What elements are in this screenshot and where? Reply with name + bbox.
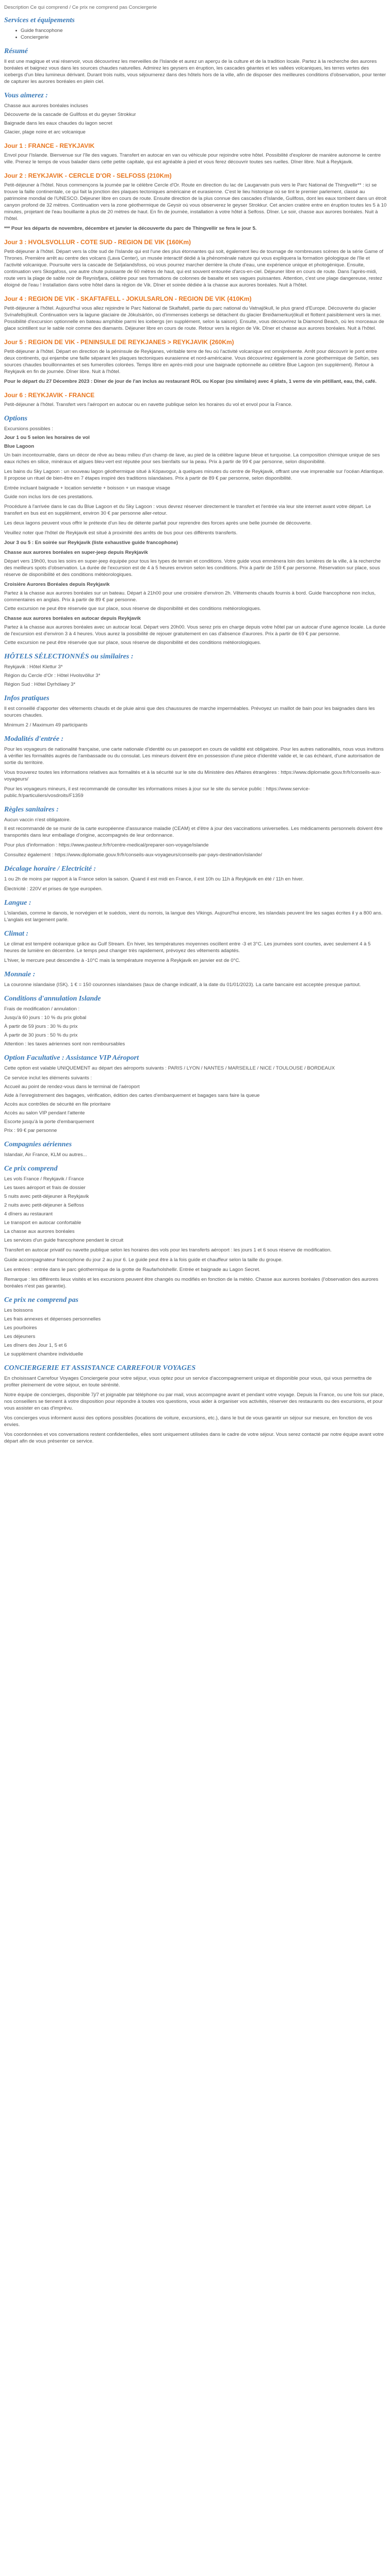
options-text: Les bains du Sky Lagoon : un nouveau lagon géothermique situé à Kópavogur, à quelques minutes du centre de Reykjavik, offrant une vue imprenable sur l'océan Atlantique. Il propose un rituel de bien-être en 7 étapes inspiré des traditions islandaises. Prix à partir de 89 € par personne, selon disponibilité. — [4, 469, 384, 481]
services-list — [4, 27, 387, 41]
options-subtitle: Chasse aux aurores boréales en autocar depuis Reykjavik — [4, 616, 141, 621]
timezone-text: Électricité : 220V et prises de type européen. — [4, 886, 103, 892]
includes-heading: Ce prix comprend — [4, 1165, 58, 1173]
concierge-text: En choisissant Carrefour Voyages Conciergerie pour votre séjour, vous optez pour un service d'accompagnement unique et disponible pour vous, qui vous permettra de profiter pleinement de votre séjour, en toute sérénité. — [4, 1376, 372, 1388]
highlights-heading: Vous aimerez : — [4, 92, 48, 99]
airlines-text: Islandair, Air France, KLM ou autres... — [4, 1152, 87, 1158]
day-6-text: Petit-déjeuner à l'hôtel. Transfert vers l'aéroport en autocar ou en navette publique selon les horaires du vol et envol pour la France. — [4, 402, 292, 408]
day-4-text: Petit-déjeuner à l'hôtel. Aujourd'hui vous allez rejoindre le Parc National de Skaftafell, partie du parc national du Vatnajökull, le plus grand d'Europe. Découverte du glacier Svínafellsjökull. Continuation vers la lagune glaciaire de Jökulsárlón, où d'immenses icebergs se détachent du glacier Breiðamerkurjökull et flottent paisiblement vers la mer. Possibilité d'excursion optionnelle en bateau amphibie parmi les icebergs (en supplément, selon la saison). Ensuite, vous découvrirez la Diamond Beach, où les morceaux de glace scintillent sur le sable noir comme des diamants. Déjeuner libre en cours de route. Retour vers la région de Vik. Dîner et chasse aux aurores boréales. Nuit à l'hôtel. — [4, 306, 384, 331]
options-text: Cette excursion ne peut être réservée que sur place, sous réserve de disponibilité et des conditions météorologiques. — [4, 606, 262, 612]
hotel-item: Reykjavik : Hôtel Klettur 3* — [4, 664, 63, 670]
cancellation-item: Frais de modification / annulation : — [4, 1006, 80, 1012]
includes-item: Le transport en autocar confortable — [4, 1220, 82, 1226]
options-subtitle: Jour 3 ou 5 : En soirée sur Reykjavik (liste exhaustive guide francophone) — [4, 540, 178, 546]
includes-item: Les vols France / Reykjavik / France — [4, 1176, 84, 1182]
infos-text: Il est conseillé d'apporter des vêtements chauds et de pluie ainsi que des chaussures de marche imperméables. Prévoyez un maillot de bain pour les baignades dans les sources chaudes. — [4, 706, 375, 718]
breadcrumb-links[interactable]: Description Ce qui comprend / Ce prix ne comprend pas Conciergerie — [4, 5, 157, 10]
highlight-item: Baignade dans les eaux chaudes du lagon secret — [4, 121, 112, 126]
options-intro: Excursions possibles : — [4, 426, 53, 432]
includes-text: Les entrées : entrée dans le parc géothermique de la grotte de Raufarholshellir. Entrée et baignade au Lagon Secret. — [4, 1267, 260, 1273]
options-item: Jour 1 ou 5 selon les horaires de vol — [4, 435, 90, 440]
cancellation-heading: Conditions d'annulation Islande — [4, 995, 101, 1003]
day-5-note: Pour le départ du 27 Décembre 2023 : Dîner de jour de l'an inclus au restaurant ROL ou Kopar (ou similaire) avec 4 plats, 1 verre de vin pétillant, eau, thé, café. — [4, 379, 377, 384]
concierge-heading: CONCIERGERIE ET ASSISTANCE CARREFOUR VOYAGES — [4, 1364, 196, 1372]
options-text: Cette excursion ne peut être réservée que sur place, sous réserve de disponibilité et des conditions météorologiques. — [4, 640, 262, 646]
health-text: Consultez également : https://www.diplomatie.gouv.fr/fr/conseils-aux-voyageurs/conseils-par-pays-destination/islande/ — [4, 852, 263, 858]
options-text: Un bain incontournable, dans un décor de rêve au beau milieu d'un champ de lave, au pied de la célèbre lagune bleue et turquoise. La composition chimique unique de ses eaux riches en silice, minéraux et algues bleu-vert est réputée pour ses bienfaits sur la peau. Prix à partir de 99 € par personne, selon disponibilité. — [4, 452, 380, 465]
excludes-item: Les boissons — [4, 1308, 33, 1313]
day-6-title: Jour 6 : REYKJAVIK - FRANCE — [4, 392, 95, 399]
health-heading: Règles sanitaires : — [4, 806, 59, 814]
day-1-text: Envol pour l'Islande. Bienvenue sur l'île des vagues. Transfert en autocar en van ou véhicule pour rejoindre votre hôtel. Possibilité d'explorer de manière autonome le centre ville. Prenez le temps de vous balader dans cette petite capitale, qui est agréable à pied et vous ferez découvrir toutes ses ruelles. Dîner libre. Nuit à Reykjavik. — [4, 152, 381, 165]
options-text: Entrée incluant baignade + location serviette + boisson + un masque visage — [4, 485, 170, 491]
excludes-item: Les déjeuners — [4, 1334, 36, 1340]
entry-text: Vous trouverez toutes les informations relatives aux formalités et à la sécurité sur le site du Ministère des Affaires étrangères : https://www.diplomatie.gouv.fr/fr/conseils-aux-voyageurs/ — [4, 770, 381, 782]
climate-text: Le climat est tempéré océanique grâce au Gulf Stream. En hiver, les températures moyennes oscillent entre -3 et 3°C. Les journées sont courtes, avec seulement 4 à 5 heures de lumière en décembre. Le temps peut changer très rapidement, prévoyez des vêtements adaptés. — [4, 941, 371, 954]
infos-text: Minimum 2 / Maximum 49 participants — [4, 722, 88, 728]
day-5-text: Petit-déjeuner à l'hôtel. Départ en direction de la péninsule de Reykjanes, véritable terre de feu où l'activité volcanique est omniprésente. Arrêt pour découvrir le pont entre deux continents, qui enjambe une faille séparant les plaques tectoniques eurasienne et nord-américaine. Vous découvrirez également la zone géothermique de Seltún, ses sources chaudes bouillonnantes et ses fumerolles colorées. Temps libre en après-midi pour une baignade optionnelle au célèbre Blue Lagoon (en supplément). Retour à Reykjavik en fin de journée. Dîner libre. Nuit à l'hôtel. — [4, 349, 379, 375]
options-text: Veuillez noter que l'hôtel de Reykjavik est situé à proximité des arrêts de bus pour ces différents transferts. — [4, 530, 238, 536]
options-item: Blue Lagoon — [4, 444, 35, 449]
vip-item: Aide à l'enregistrement des bagages, vérification, édition des cartes d'embarquement et bagages sans faire la queue — [4, 1093, 260, 1098]
entry-text: Pour les voyageurs de nationalité française, une carte nationale d'identité ou un passeport en cours de validité est obligatoire. Pour les autres nationalités, nous vous invitons à vérifier les formalités auprès de l'ambassade ou du consulat. Les mineurs doivent être en possession d'une pièce d'identité valide et, le cas échéant, d'une autorisation de sortie du territoire. — [4, 747, 384, 766]
includes-text: Guide accompagnateur francophone du jour 2 au jour 6. Le guide peut être à la fois guide et chauffeur selon la taille du groupe. — [4, 1257, 283, 1263]
day-4-title: Jour 4 : REGION DE VIK - SKAFTAFELL - JOKULSARLON - REGION DE VIK (410Km) — [4, 295, 252, 302]
vip-text: Cette option est valable UNIQUEMENT au départ des aéroports suivants : PARIS / LYON / NANTES / MARSEILLE / NICE / TOULOUSE / BORDEAUX — [4, 1065, 335, 1071]
vip-item: Accès au salon VIP pendant l'attente — [4, 1110, 85, 1116]
excludes-heading: Ce prix ne comprend pas — [4, 1296, 78, 1304]
list-item: Guide francophone — [15, 27, 387, 34]
options-subtitle: Chasse aux aurores boréales en super-jeep depuis Reykjavik — [4, 550, 148, 555]
currency-text: La couronne islandaise (ISK). 1 € = 150 couronnes islandaises (taux de change indicatif, à la date du 01/01/2023). La carte bancaire est acceptée presque partout. — [4, 982, 361, 988]
infos-heading: Infos pratiques — [4, 694, 50, 702]
services-heading: Services et équipements — [4, 16, 75, 24]
includes-item: Les taxes aéroport et frais de dossier — [4, 1185, 86, 1191]
timezone-heading: Décalage horaire / Electricité : — [4, 865, 96, 873]
vip-price: Prix : 99 € par personne — [4, 1128, 57, 1133]
health-text: Il est recommandé de se munir de la carte européenne d'assurance maladie (CEAM) et d'être à jour des vaccinations universelles. Les médicaments personnels doivent être transportés dans leur emballage d'origine, accompagnés de leur ordonnance. — [4, 826, 383, 838]
includes-text: Remarque : les différents lieux visités et les excursions peuvent être changés ou modifiés en fonction de la météo. Chasse aux aurores boréales (l'observation des aurores boréales n'est pas garantie). — [4, 1277, 379, 1289]
vip-item: Accès aux contrôles de sécurité en file prioritaire — [4, 1101, 111, 1107]
resume-text: Il est une magique et vrai réservoir, vous découvrirez les merveilles de l'Islande et aurez un aperçu de la culture et de la tradition locale. Partez à la recherche des aurores boréales et baignez vous dans les sources chaudes naturelles. Admirez les geysers en éruption, les cascades géantes et les vallées volcaniques, les terres vertes des icebergs d'un bleu lumineux dérivant. Durant trois nuits, vous séjournerez dans des hôtels hors de la ville, afin de disposer des meilleures conditions d'observation, pour tenter de capturer les aurores boréales en plein ciel. — [4, 59, 386, 84]
vip-item: Escorte jusqu'à la porte d'embarquement — [4, 1119, 94, 1125]
vip-intro: Ce service inclut les éléments suivants : — [4, 1075, 92, 1081]
vip-heading: Option Facultative : Assistance VIP Aéroport — [4, 1054, 139, 1062]
hotels-heading: HÔTELS SÉLECTIONNÉS ou similaires : — [4, 653, 134, 660]
includes-item: La chasse aux aurores boréales — [4, 1229, 75, 1234]
options-subtitle: Croisière Aurores Boréales depuis Reykjavik — [4, 582, 110, 587]
options-heading: Options — [4, 415, 28, 422]
day-2-note: *** Pour les départs de novembre, décembre et janvier la découverte du parc de Thingvellir se fera le jour 5. — [4, 226, 257, 231]
options-text: Partez à la chasse aux aurores boréales avec un autocar local. Départ vers 20h00. Vous serez pris en charge depuis votre hôtel par un autocar d'une agence locale. La durée de l'excursion est d'environ 3 à 4 heures. Vous aurez la possibilité de rejouer gratuitement en cas d'absence d'aurores. Prix à partir de 69 € par personne. — [4, 624, 386, 637]
options-text: Départ vers 19h00, tous les soirs en super-jeep équipée pour tous les types de terrain et conditions. Votre guide vous emmènera loin des lumières de la ville, à la recherche des meilleurs spots d'observation. La durée de l'excursion est de 4 à 5 heures environ selon les conditions. Prix à partir de 159 € par personne. Réservation sur place, sous réserve de disponibilité et des conditions météorologiques. — [4, 558, 381, 578]
includes-item: 5 nuits avec petit-déjeuner à Reykjavik — [4, 1194, 89, 1199]
day-1-title: Jour 1 : FRANCE - REYKJAVIK — [4, 142, 95, 149]
vip-item: Accueil au point de rendez-vous dans le terminal de l'aéroport — [4, 1084, 140, 1090]
hotel-item: Région du Cercle d'Or : Hôtel Hvolsvöllur 3* — [4, 673, 101, 679]
timezone-text: 1 ou 2h de moins par rapport à la France selon la saison. Quand il est midi en France, il est 10h ou 11h à Reykjavik en été / 11h en hiver. — [4, 876, 304, 882]
concierge-text: Notre équipe de concierges, disponible 7j/7 et joignable par téléphone ou par mail, vous accompagne avant et pendant votre voyage. Depuis la France, ou une fois sur place, nos conseillers se tiennent à votre disposition pour répondre à toutes vos questions, vous aider à organiser vos activités, réserver des restaurants ou des excursions, et pour vous assister en cas d'imprévu. — [4, 1392, 384, 1411]
options-text: Partez à la chasse aux aurores boréales sur un bateau. Départ à 21h00 pour une croisière d'environ 2h. Vêtements chauds fournis à bord. Guide francophone non inclus, commentaires en anglais. Prix à partir de 89 € par personne. — [4, 590, 376, 603]
currency-heading: Monnaie : — [4, 971, 36, 978]
includes-text: Transfert en autocar privatif ou navette publique selon les horaires des vols pour les transferts aéroport : les jours 1 et 6 sous réserve de modification. — [4, 1247, 332, 1253]
health-intro: Aucun vaccin n'est obligatoire. — [4, 817, 71, 823]
highlight-item: Glacier, plage noire et arc volcanique — [4, 129, 86, 135]
includes-item: Les services d'un guide francophone pendant le circuit — [4, 1238, 124, 1243]
excludes-item: Les pourboires — [4, 1325, 37, 1331]
concierge-text: Vos concierges vous informent aussi des options possibles (locations de voiture, excursions, etc.), dans le but de vous garantir un séjour sur mesure, en fonction de vos envies. — [4, 1415, 372, 1428]
climate-text: L'hiver, le mercure peut descendre à -10°C mais la température moyenne à Reykjavik en janvier est de 0°C. — [4, 958, 240, 963]
list-item: Conciergerie — [15, 34, 387, 41]
options-text: Guide non inclus lors de ces prestations. — [4, 494, 93, 500]
cancellation-item: Attention : les taxes aériennes sont non remboursables — [4, 1041, 125, 1047]
excludes-item: Les frais annexes et dépenses personnelles — [4, 1316, 101, 1322]
day-2-title: Jour 2 : REYKJAVIK - CERCLE D'OR - SELFOSS (210Km) — [4, 172, 172, 179]
entry-heading: Modalités d'entrée : — [4, 735, 64, 743]
cancellation-item: À partir de 59 jours : 30 % du prix — [4, 1024, 78, 1029]
cancellation-item: Jusqu'à 60 jours : 10 % du prix global — [4, 1015, 87, 1021]
resume-heading: Résumé — [4, 47, 28, 55]
breadcrumb[interactable] — [4, 4, 387, 11]
includes-item: 4 dîners au restaurant — [4, 1211, 53, 1217]
excludes-item: Le supplément chambre individuelle — [4, 1351, 84, 1357]
excludes-item: Les dîners des Jour 1, 5 et 6 — [4, 1343, 67, 1348]
entry-text: Pour les voyageurs mineurs, il est recommandé de consulter les informations mises à jour sur le site du service public : https://www.service-public.fr/particuliers/vosdroits/F1359 — [4, 786, 310, 799]
day-2-text: Petit-déjeuner à l'hôtel. Nous commençons la journée par le célèbre Cercle d'Or. Route en direction du lac de Laugarvatn puis vers le Parc National de Thingvellir** : ici se trouve la faille continentale, ce qui fait la jonction des plaques tectoniques américaine et eurasienne. C'est le lieu historique où se tint le premier parlement, classé au patrimoine mondial de l'UNESCO. Déjeuner libre en cours de route. Ensuite direction de la plus connue des cascades d'Islande, Gullfoss, dont les eaux tombent dans un étroit canyon profond de 32 mètres. Continuation vers la zone géothermique de Geysir où vous observerez le geyser Strokkur. Cet ancien cratère entre en éruption toutes les 5 à 10 minutes, projetant de l'eau bouillante à plus de 20 mètres de haut. En fin de journée, installation à votre hôtel à Selfoss. Dîner. Le soir, chasse aux aurores boréales. Nuit à l'hôtel. — [4, 182, 387, 222]
options-text: Les deux lagons peuvent vous offrir le prétexte d'un lieu de détente parfait pour reprendre des forces après une belle journée de découverte. — [4, 520, 312, 526]
airlines-heading: Compagnies aériennes — [4, 1141, 72, 1148]
day-3-text: Petit-déjeuner à l'hôtel. Départ vers la côte sud de l'Islande qui est l'une des plus étonnantes qui soit, également lieu de tournage de nombreuses scènes de la série Game of Thrones. Première arrêt au centre des volcans (Lava Center), un musée interactif dédié à la phénoménale nature qui vous expliquera la formation géologique de l'île et l'activité volcanique. Poursuite vers la cascade de Seljalandsfoss, où vous pourrez marcher derrière la chute d'eau, une expérience unique et photogénique. Ensuite, continuation vers Skogafoss, une autre chute puissante de 60 mètres de haut, qui est souvent entourée d'arcs-en-ciel. Déjeuner libre en cours de route. Dans l'après-midi, route vers la plage de sable noir de Reynisfjara, célèbre pour ses formations de colonnes de basalte et ses vagues puissantes. Attention, c'est une plage dangereuse, restez éloigné de l'eau ! Installation dans votre hôtel dans la région de Vik. Dîner et soirée dédiée à la chasse aux aurores boréales. Nuit à l'hôtel. — [4, 249, 384, 288]
concierge-text: Vos coordonnées et vos conversations restent confidentielles, elles sont uniquement utilisées dans le cadre de votre séjour. Vous serez contacté par notre équipe avant votre départ afin de vous présenter ce service. — [4, 1432, 384, 1444]
cancellation-item: À partir de 30 jours : 50 % du prix — [4, 1032, 78, 1038]
day-5-title: Jour 5 : REGION DE VIK - PENINSULE DE REYKJANES > REYKJAVIK (260Km) — [4, 338, 234, 346]
language-heading: Langue : — [4, 899, 31, 907]
day-3-title: Jour 3 : HVOLSVOLLUR - COTE SUD - REGION DE VIK (160Km) — [4, 239, 191, 246]
highlight-item: Découverte de la cascade de Gullfoss et du geyser Strokkur — [4, 112, 136, 117]
highlight-item: Chasse aux aurores boréales incluses — [4, 103, 88, 109]
climate-heading: Climat : — [4, 930, 29, 938]
language-text: L'islandais, comme le danois, le norvégien et le suédois, vient du norrois, la langue des Vikings. Aujourd'hui encore, les islandais peuvent lire les sagas écrites il y a 800 ans. L'anglais est largement parlé. — [4, 910, 383, 923]
options-text: Procédure à l'arrivée dans le cas du Blue Lagoon et du Sky Lagoon : vous devrez réserver directement le transfert et l'entrée via leur site internet avant votre départ. Le transfert en bus est en supplément, environ 30 € par personne aller-retour. — [4, 504, 371, 516]
health-text: Pour plus d'information : https://www.pasteur.fr/fr/centre-medical/preparer-son-voyage/islande — [4, 842, 209, 848]
hotel-item: Région Sud : Hôtel Dyrhólaey 3* — [4, 682, 76, 687]
includes-item: 2 nuits avec petit-déjeuner à Selfoss — [4, 1202, 84, 1208]
